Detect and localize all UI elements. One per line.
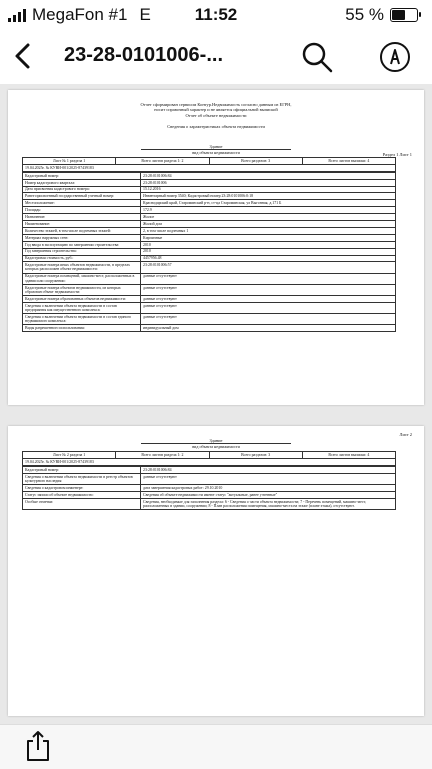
sheet-cell: Всего листов раздела 1: 2: [116, 452, 209, 459]
table-row: [23, 314, 396, 325]
field-label: Номер кадастрового квартала:: [23, 179, 141, 186]
field-value: Краснодарский край, Староминский р-н, ст-ца Староминская, ул Выгонная, д.171 Б: [141, 200, 396, 207]
field-label: Сведения о включении объекта недвижимости в состав единого недвижимого комплекса:: [23, 314, 141, 325]
object-type: вид объекта недвижимости: [141, 443, 291, 449]
chevron-left-icon: [8, 40, 40, 72]
field-value: данные отсутствуют: [141, 273, 396, 284]
field-value: 23:28:0101006:84: [141, 467, 396, 474]
share-icon: [24, 729, 52, 763]
table-row: [23, 241, 396, 248]
sheet-cell: Лист № 1 раздела 1: [23, 158, 116, 165]
field-label: Год завершения строительства:: [23, 248, 141, 255]
table-row: [23, 499, 396, 510]
document-title: 23-28-0101006-...: [64, 44, 224, 66]
document-page-1: [8, 90, 424, 405]
sheet-cell: Всего разделов: 3: [209, 158, 302, 165]
field-value: Сведения об объекте недвижимости имеют статус "актуальные, ранее учтенные": [141, 492, 396, 499]
table-row: [23, 492, 396, 499]
carrier-label: MegaFon #1: [32, 5, 128, 24]
field-value: 172.9: [141, 207, 396, 214]
table-row: [23, 262, 396, 273]
field-label: Количество этажей, в том числе подземных этажей:: [23, 227, 141, 234]
field-label: Кадастровые номера иных объектов недвижимости, в пределах которых расположен объект недвижимости:: [23, 262, 141, 273]
document-viewer[interactable]: [0, 84, 432, 724]
report-header: [8, 102, 424, 118]
header-line: носит справочный характер и не является официальной выпиской: [154, 107, 278, 113]
table-row: [23, 295, 396, 302]
table-row: [23, 186, 396, 193]
markup-button[interactable]: [378, 40, 412, 74]
field-label: Кадастровые номера образованных объектов недвижимости:: [23, 295, 141, 302]
nav-bar: [0, 30, 432, 85]
field-label: Виды разрешенного использования:: [23, 325, 141, 332]
sheet-number: Лист 2: [399, 432, 412, 437]
sheet-cell: Всего листов выписки: 4: [302, 452, 395, 459]
table-row: [23, 248, 396, 255]
sheet-info-table: [22, 157, 396, 172]
field-label: Кадастровый номер:: [23, 172, 141, 179]
header-line: Отчет об объекте недвижимости: [185, 112, 247, 118]
field-label: Особые отметки:: [23, 499, 141, 510]
sheet-number: Раздел 1 Лист 1: [382, 152, 412, 157]
field-label: Сведения о включении объекта недвижимости в реестр объектов культурного наследия:: [23, 474, 141, 485]
table-row: [23, 302, 396, 313]
field-label: Год ввода в эксплуатацию по завершении строительства:: [23, 241, 141, 248]
field-label: Статус записи об объекте недвижимости:: [23, 492, 141, 499]
network-label: E: [139, 5, 151, 24]
table-row: [23, 200, 396, 207]
object-type: вид объекта недвижимости: [141, 149, 291, 155]
field-value: 15.12.2016: [141, 186, 396, 193]
table-row: [23, 214, 396, 221]
field-value: 23:28:0101006:57: [141, 262, 396, 273]
characteristics-table: [22, 172, 396, 332]
field-label: Кадастровые номера помещений, машино-мест, расположенных в здании или сооружении:: [23, 273, 141, 284]
field-label: Материал наружных стен:: [23, 234, 141, 241]
date-cell: 19.04.2025г. № КУВИ-001/2025-87439183: [23, 459, 396, 466]
battery-icon: [390, 8, 418, 22]
sheet-cell: Всего листов выписки: 4: [302, 158, 395, 165]
field-value: данные отсутствуют: [141, 314, 396, 325]
field-value: 23:28:0101006: [141, 179, 396, 186]
field-value: данные отсутствуют: [141, 302, 396, 313]
field-value: Жилой дом: [141, 221, 396, 228]
object-title: Здание: [209, 438, 223, 443]
table-row: [23, 467, 396, 474]
field-label: Площадь:: [23, 207, 141, 214]
field-value: дата завершения кадастровых работ: 29.10.2010: [141, 485, 396, 492]
field-label: Кадастровые номера объектов недвижимости, из которых образован объект недвижимости:: [23, 284, 141, 295]
table-row: [23, 179, 396, 186]
sheet-cell: Всего листов раздела 1: 2: [116, 158, 209, 165]
field-value: Инвентарный номер 3540; Кадастровый номер 23:28:0101006:0:18: [141, 193, 396, 200]
field-value: данные отсутствуют: [141, 474, 396, 485]
field-value: 2010: [141, 241, 396, 248]
table-row: [23, 234, 396, 241]
table-row: [23, 227, 396, 234]
field-label: Назначение:: [23, 214, 141, 221]
field-label: Сведения о кадастровом инженере:: [23, 485, 141, 492]
header-line: Отчет сформирован сервисом Контур.Недвижимость согласно данным из ЕГРН,: [140, 102, 292, 107]
bottom-toolbar: [0, 724, 432, 769]
table-row: [23, 485, 396, 492]
field-value: 2, в том числе подземных 1: [141, 227, 396, 234]
field-label: Ранее присвоенный государственный учетный номер:: [23, 193, 141, 200]
date-cell: 19.04.2025г. № КУВИ-001/2025-87439183: [23, 164, 396, 171]
object-title: Здание: [209, 143, 223, 149]
section-subtitle: Сведения о характеристиках объекта недвижимости: [167, 124, 265, 130]
field-label: Сведения о включении объекта недвижимости в состав предприятия как имущественного комплекса:: [23, 302, 141, 313]
table-row: [23, 284, 396, 295]
field-value: 23:28:0101006:84: [141, 172, 396, 179]
battery-percent: 55 %: [345, 5, 384, 24]
table-row: [23, 221, 396, 228]
document-page-2: [8, 426, 424, 716]
search-icon: [300, 40, 334, 74]
search-button[interactable]: [300, 40, 334, 74]
table-row: [23, 207, 396, 214]
table-row: [23, 255, 396, 262]
field-value: 4457956.48: [141, 255, 396, 262]
table-row: [23, 172, 396, 179]
field-label: Местоположение:: [23, 200, 141, 207]
status-bar: [0, 0, 432, 30]
characteristics-table: [22, 466, 396, 510]
field-label: Кадастровая стоимость, руб.:: [23, 255, 141, 262]
back-button[interactable]: [8, 40, 40, 72]
field-value: данные отсутствуют: [141, 295, 396, 302]
table-row: [23, 193, 396, 200]
table-row: [23, 474, 396, 485]
field-value: 2010: [141, 248, 396, 255]
markup-pen-icon: [378, 40, 412, 74]
field-label: Дата присвоения кадастрового номера:: [23, 186, 141, 193]
table-row: [23, 273, 396, 284]
field-value: индивидуальный дом: [141, 325, 396, 332]
table-row: [23, 325, 396, 332]
field-value: Жилое: [141, 214, 396, 221]
field-label: Кадастровый номер:: [23, 467, 141, 474]
field-value: Кирпичные: [141, 234, 396, 241]
field-label: Наименование:: [23, 221, 141, 228]
field-value: Сведения, необходимые для заполнения раздела: 6 - Сведения о части объекта недвижимости; 7 - Перечень помещений, машино-мест, расположенных в здании, сооружении; 8 - План расположения помещения, машино-места на этаже (плане этажа), отсутствуют.: [141, 499, 396, 510]
sheet-info-table: [22, 451, 396, 466]
sheet-cell: Лист № 2 раздела 1: [23, 452, 116, 459]
sheet-cell: Всего разделов: 3: [209, 452, 302, 459]
field-value: данные отсутствуют: [141, 284, 396, 295]
clock: 11:52: [194, 5, 238, 24]
share-button[interactable]: [24, 729, 52, 763]
